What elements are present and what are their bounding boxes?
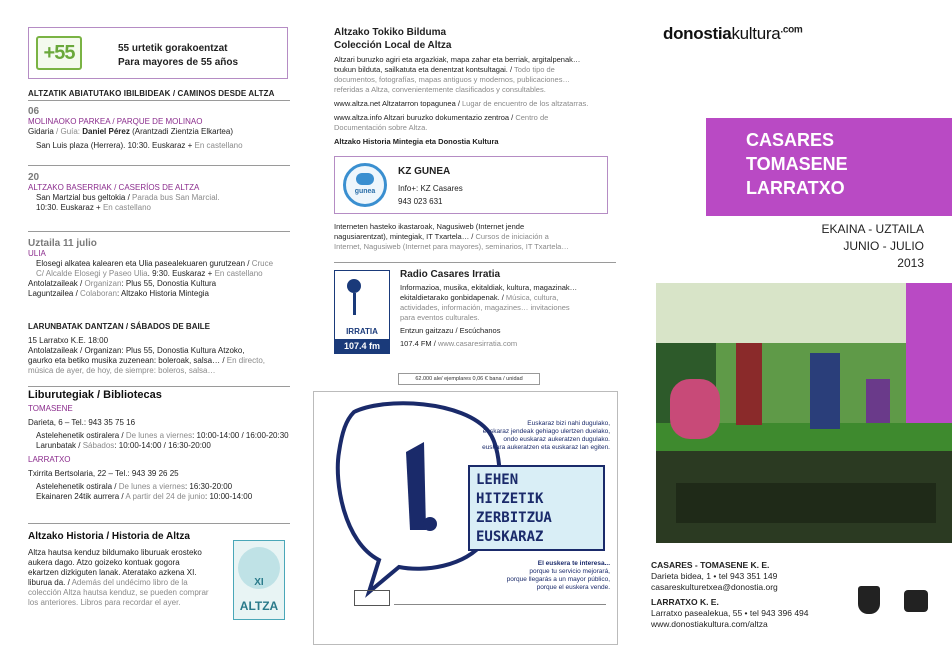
event-title: ALTZAKO BASERRIAK / CASERÍOS DE ALTZA (28, 183, 200, 192)
radio-text: Informazioa, musika, ekitaldiak, kultura, magazinak… (400, 283, 578, 292)
radio-logo-frequency: 107.4 fm (335, 339, 389, 353)
plus55-box (28, 27, 288, 79)
plus55-logo (36, 36, 82, 70)
book-cover-number: XI (254, 577, 264, 588)
divider (28, 100, 290, 101)
event-title: ULIA (28, 249, 46, 258)
euskara-ad (313, 391, 618, 645)
euskara-ad-top-text: Euskaraz bizi nahi dugulako, euskaraz jendeak gehiago ulertzen duelako, ondo euskaraz aukeratzen dugulako. euskara aukeratzen eta euskaraz lan egiten. (482, 420, 610, 451)
dance-info: 15 Larratxo K.E. 18:00 (28, 336, 109, 345)
kz-text: Interneten hasteko ikastaroak, Nagusiweb (Internet jende (334, 222, 525, 231)
contact-title: CASARES - TOMASENE K. E. (651, 560, 770, 570)
kz-gunea-info: Info+: KZ Casares (398, 184, 463, 193)
divider (334, 262, 616, 263)
radio-logo-word: IRRATIA (346, 327, 378, 336)
dance-info: Antolatzaileak / Organizan: Plus 55, Donostia Kultura Atzoko, (28, 346, 245, 355)
collection-text: referidas a Altza, convenientemente clasificados y consultables. (334, 85, 546, 94)
euskara-slogan-box (468, 465, 605, 551)
event-info: C/ Alcalde Elosegi y Paseo Ulia. 9:30. Euskaraz + En castellano (36, 269, 263, 278)
event-title: MOLINAOKO PARKEA / PARQUE DE MOLINAO (28, 117, 203, 126)
city-council-crest-icon (858, 586, 880, 614)
history-title: Altzako Historia / Historia de Altza (28, 531, 190, 542)
library-address: Txirrita Bertsolaria, 22 – Tel.: 943 39 26 25 (28, 469, 179, 478)
date-months-eu: EKAINA - UZTAILA (821, 222, 924, 236)
history-text: aukera dago. Atzo goizeko kontuak gogora (28, 558, 180, 567)
title-banner (706, 118, 952, 216)
date-block (716, 221, 924, 272)
history-text: colección Altza hautsa kenduz, se pueden comprar (28, 588, 209, 597)
contact-address: Darieta bidea, 1 • tel 943 351 149 (651, 571, 778, 581)
kz-gunea-title: KZ GUNEA (398, 166, 451, 177)
slogan-line: ZERBITZUA (476, 510, 552, 526)
contact-larratxo (651, 597, 851, 630)
date-months-es: JUNIO - JULIO (843, 239, 924, 253)
radio-text: actividades, información, magazines… invitaciones (400, 303, 570, 312)
event-collaborators: Laguntzailea / Colaboran: Altzako Historia Mintegia (28, 289, 210, 298)
event-info: 10:30. Euskaraz + En castellano (36, 203, 151, 212)
print-run-note: 62.000 ale/ ejemplares 0,06 € bana / unidad (398, 373, 540, 385)
kz-text: Internet, Nagusiweb (Internet para mayores), seminarios, IT Txartela… (334, 242, 569, 251)
radio-text: Entzun gaitzazu / Escúchanos (400, 326, 501, 335)
kz-gunea-text (334, 222, 618, 252)
kz-gunea-logo (343, 163, 387, 207)
library-name: LARRATXO (28, 455, 71, 464)
slogan-line: LEHEN (476, 472, 519, 488)
dance-section (28, 322, 290, 376)
event-date: 06 (28, 106, 40, 117)
collection-text: txukun bilduta, sailkatuta eta denentzat kontsultagai. / Todo tipo de (334, 65, 555, 74)
kz-gunea-box (334, 156, 608, 214)
history-text: liburua da. / Además del undécimo libro de la (28, 578, 188, 587)
history-section (28, 532, 228, 608)
dance-title: LARUNBATAK DANTZAN / SÁBADOS DE BAILE (28, 322, 210, 331)
plus55-title-eu: 55 urtetik gorakoentzat (118, 43, 228, 54)
event-info: San Luis plaza (Herrera). 10:30. Euskaraz + En castellano (36, 141, 243, 150)
event-info: San Martzial bus geltokia / Parada bus San Marcial. (36, 193, 220, 202)
plus55-logo-text: +55 (43, 41, 75, 64)
contact-casares (651, 560, 841, 593)
collection-link[interactable]: www.altza.info Altzari buruzko dokumentazio zentroa / Centro de (334, 113, 549, 122)
contact-website[interactable]: www.donostiakultura.com/altza (651, 619, 768, 629)
collection-footer: Altzako Historia Mintegia eta Donostia Kultura (334, 137, 499, 146)
event-baserriak (28, 173, 290, 213)
libraries-title: Liburutegiak / Bibliotecas (28, 389, 162, 401)
sponsor-logo (354, 590, 390, 606)
kz-gunea-logo-text: gunea (354, 188, 376, 195)
divider (28, 231, 290, 232)
history-text: ekartzen dizkiguten lanak. Ateratako azkena XI. (28, 568, 197, 577)
slogan-line: EUSKARAZ (476, 529, 544, 545)
libraries-section (28, 390, 290, 502)
kz-gunea-phone: 943 023 631 (398, 197, 443, 206)
collection-title-es: Colección Local de Altza (334, 40, 452, 51)
dance-info: gaurko eta betiko musika zuzenean: boleroak, salsa… / En directo, (28, 356, 266, 365)
library-name: TOMASENE (28, 404, 73, 413)
theatre-photo (656, 283, 952, 543)
book-cover-image (233, 540, 285, 620)
event-molinao (28, 107, 290, 151)
kz-text: nagusiarentzat), mintegiak, IT Txartela… / Cursos de iniciación a (334, 232, 549, 241)
radio-title: Radio Casares Irratia (400, 269, 501, 280)
contact-email[interactable]: casareskulturetxea@donostia.org (651, 582, 778, 592)
history-text: Altza hautsa kenduz bildumako liburuak erosteko (28, 548, 202, 557)
contact-title: LARRATXO K. E. (651, 597, 719, 607)
event-date: Uztaila 11 julio (28, 238, 97, 249)
library-hours: Larunbatak / Sábados: 10:00-14:00 / 16:30-20:00 (36, 441, 211, 450)
event-info: Elosegi alkatea kalearen eta Ulia pasealekuaren gurutzean / Cruce (36, 259, 274, 268)
walks-header: ALTZATIK ABIATUTAKO IBILBIDEAK / CAMINOS DESDE ALTZA (28, 89, 275, 98)
event-ulia (28, 239, 290, 299)
radio-section (400, 268, 616, 349)
book-cover-title: ALTZA (239, 599, 279, 613)
donostiakultura-logo: donostiakultura$^{.com}$ (663, 24, 803, 43)
local-collection-section (334, 26, 618, 147)
european-capital-logo-icon (904, 590, 928, 612)
radio-text: ekitaldietarako gonbidapenak. / Música, cultura, (400, 293, 559, 302)
collection-link[interactable]: www.altza.net Altzatarron topagunea / Lugar de encuentro de los altzatarras. (334, 99, 589, 108)
dance-info: música de ayer, de hoy, de siempre: boleros, salsa… (28, 366, 216, 375)
collection-text: Documentación sobre Altza. (334, 123, 428, 132)
event-organizers: Antolatzaileak / Organizan: Plus 55, Donostia Kultura (28, 279, 217, 288)
event-guide: Gidaria / Guía: Daniel Pérez (Arantzadi Zientzia Elkartea) (28, 127, 233, 136)
event-date: 20 (28, 172, 40, 183)
date-year: 2013 (897, 256, 924, 270)
contact-address: Larratxo pasealekua, 55 • tel 943 396 494 (651, 608, 809, 618)
radio-logo (334, 270, 390, 354)
sponsor-logos-strip (394, 604, 606, 611)
collection-text: documentos, fotografías, mapas antiguos y modernos, publicaciones… (334, 75, 570, 84)
euskara-ad-bottom-text: El euskera te interesa... porque tu servicio mejorará, porque llegarás a un mayor público, porque el euskera vende. (506, 560, 610, 591)
collection-text: Altzari buruzko agiri eta argazkiak, mapa zahar eta berriak, argitalpenak… (334, 55, 581, 64)
radio-text: para eventos culturales. (400, 313, 480, 322)
radio-link[interactable]: 107.4 FM / www.casaresirratia.com (400, 339, 518, 348)
library-hours: Ekainaren 24tik aurrera / A partir del 24 de junio: 10:00-14:00 (36, 492, 253, 501)
collection-title-eu: Altzako Tokiko Bilduma (334, 27, 447, 38)
history-text: los anteriores. Libros para recordar el ayer. (28, 598, 181, 607)
library-hours: Astelehenetik ostiralera / De lunes a viernes: 10:00-14:00 / 16:00-20:30 (36, 431, 289, 440)
divider (28, 523, 290, 524)
divider (28, 386, 290, 387)
plus55-title-es: Para mayores de 55 años (118, 57, 239, 68)
banner-title: CASARES TOMASENE LARRATXO (746, 130, 848, 198)
divider (28, 165, 290, 166)
library-address: Darieta, 6 – Tel.: 943 35 75 16 (28, 418, 136, 427)
library-hours: Astelehenetik ostirala / De lunes a viernes: 16:30-20:00 (36, 482, 233, 491)
slogan-line: HITZETIK (476, 491, 544, 507)
